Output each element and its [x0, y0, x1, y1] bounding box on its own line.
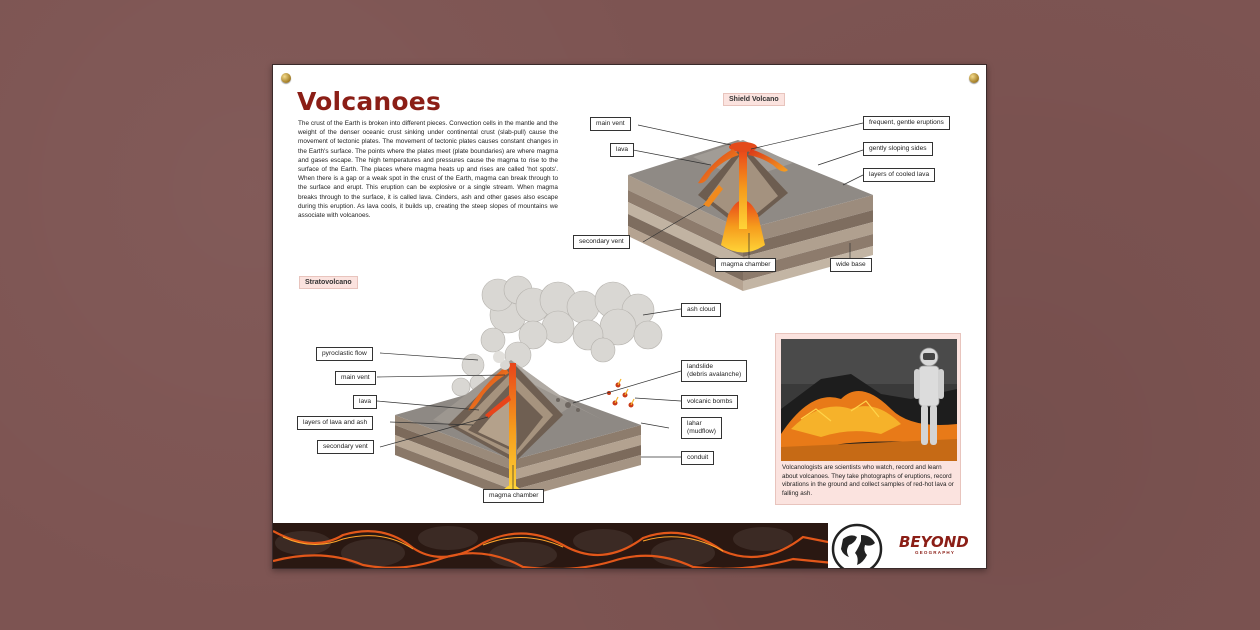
strato-label-lahar	[681, 417, 722, 439]
landslide-line-1: landslide	[687, 363, 714, 370]
strato-label-bombs: volcanic bombs	[681, 395, 738, 409]
strato-label-main-vent: main vent	[335, 371, 376, 385]
strato-label-magma-chamber: magma chamber	[483, 489, 544, 503]
volcanologist-illustration	[781, 339, 957, 461]
strato-label-lava: lava	[353, 395, 377, 409]
shield-heading: Shield Volcano	[723, 93, 785, 106]
shield-label-frequent: frequent, gentle eruptions	[863, 116, 950, 130]
brand-subtitle: GEOGRAPHY	[915, 550, 956, 555]
shield-label-magma-chamber: magma chamber	[715, 258, 776, 272]
brand-logo: BEYOND	[899, 533, 969, 551]
volcanologist-photo	[781, 339, 957, 461]
shield-label-sloping: gently sloping sides	[863, 142, 933, 156]
intro-paragraph: The crust of the Earth is broken into different pieces. Convection cells in the mantle and the weight of the denser oceanic crust sinking under continental crust (slab-pull) cause the movement of tectonic plates. The movement of tectonic plates causes constant changes in the Earth's surface. The points where the plates meet (plate boundaries) are where magma and gases escape. The high temperatures and pressures cause the magma to rise to the surface of the Earth. The places where magma heats up and rises are called 'hot spots'. When there is a gap or a weak spot in the crust of the Earth, magma can break through to the surface and erupt. This eruption can be explosive or a single stream. When magma breaks through to the surface, it is called lava. Cinders, ash and other gases also escape during this eruption. As lava cools, it builds up, creating the steep slopes of mountains we associate with volcanoes.	[298, 120, 558, 220]
shield-label-secondary-vent: secondary vent	[573, 235, 630, 249]
shield-label-layers: layers of cooled lava	[863, 168, 935, 182]
volcano-poster	[272, 64, 987, 569]
poster-title: Volcanoes	[297, 87, 442, 116]
strato-label-secondary-vent: secondary vent	[317, 440, 374, 454]
landslide-line-2: (debris avalanche)	[687, 371, 742, 378]
shield-label-main-vent: main vent	[590, 117, 631, 131]
volcanologist-panel	[775, 333, 961, 505]
strato-label-landslide	[681, 360, 747, 382]
lahar-line-1: lahar	[687, 420, 702, 427]
shield-label-wide-base: wide base	[830, 258, 872, 272]
globe-icon	[829, 521, 885, 569]
lahar-line-2: (mudflow)	[687, 428, 716, 435]
stratovolcano-illustration	[395, 276, 662, 500]
strato-label-layers: layers of lava and ash	[297, 416, 373, 430]
strato-label-ash-cloud: ash cloud	[681, 303, 721, 317]
strato-heading: Stratovolcano	[299, 276, 358, 289]
shield-label-lava: lava	[610, 143, 634, 157]
volcanologist-caption: Volcanologists are scientists who watch, record and learn about volcanoes. They take photographs of eruptions, record vibrations in the ground and collect samples of red-hot lava or falling ash.	[782, 464, 954, 497]
strato-label-pyroclastic: pyroclastic flow	[316, 347, 373, 361]
strato-label-conduit: conduit	[681, 451, 714, 465]
